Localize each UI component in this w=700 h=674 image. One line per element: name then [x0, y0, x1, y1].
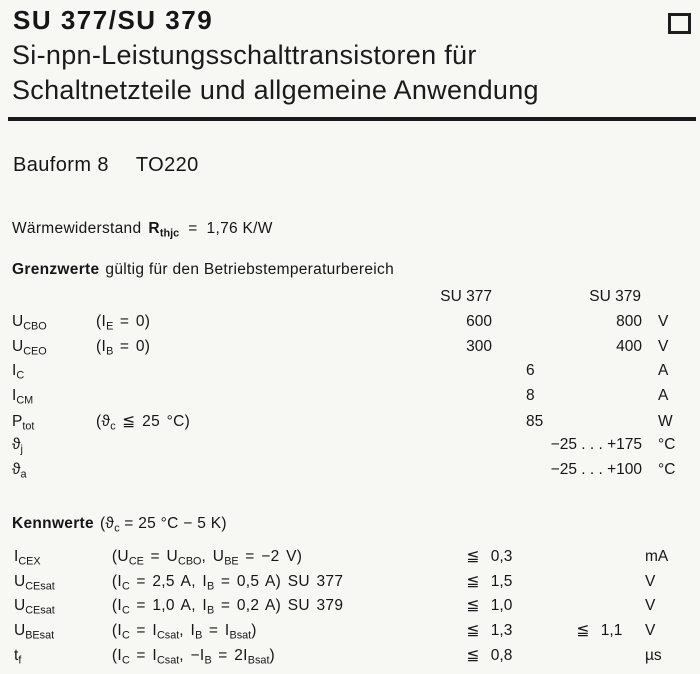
- grenzwerte-rows: [12, 313, 688, 486]
- limit-su379-cell: ≦ 1,1: [576, 622, 623, 640]
- table-row: [14, 621, 690, 646]
- table-row: [14, 547, 690, 572]
- package-label: Bauform 8: [13, 154, 109, 176]
- unit-cell: µs: [644, 646, 662, 664]
- unit-cell: A: [658, 387, 669, 405]
- limit-su377-cell: ≦ 0,8: [466, 646, 513, 664]
- kennwerte-rows: [14, 547, 690, 670]
- parameter-symbol: $t_f$: [14, 646, 22, 666]
- table-row: [12, 461, 688, 486]
- kennwerte-heading-rest: ($ϑ_c = 25$ °C − 5 K): [99, 515, 227, 535]
- parameter-condition: ($I_C = I_{Csat}$, $-I_B = 2I_{Bsat}$): [111, 646, 275, 666]
- unit-cell: °C: [658, 461, 676, 479]
- value-shared-cell: 400: [616, 337, 642, 355]
- limit-su377-cell: ≦ 0,3: [466, 548, 513, 565]
- grenzwerte-column-headers: [12, 288, 688, 313]
- parameter-cell: [12, 436, 446, 455]
- kennwerte-table: [14, 547, 690, 670]
- subtitle-line-1: Si-npn-Leistungsschalttransistoren für: [12, 40, 477, 70]
- parameter-condition: ($I_C = I_{Csat}$, $I_B = I_{Bsat}$): [111, 622, 257, 642]
- parameter-cell: [12, 362, 446, 381]
- unit-cell: V: [644, 572, 656, 590]
- table-row: [12, 436, 688, 461]
- parameter-symbol: $ϑ_a$: [12, 461, 27, 481]
- column-header-su377: SU 377: [440, 288, 492, 305]
- value-shared-cell: −25 . . . +100: [550, 461, 642, 479]
- kennwerte-heading-bold: Kennwerte: [12, 515, 94, 532]
- parameter-symbol: $U_{BEsat}$: [14, 622, 55, 642]
- value-shared-cell: 6: [526, 362, 535, 380]
- parameter-symbol: $ϑ_j$: [12, 436, 23, 456]
- limit-su377-cell: ≦ 1,3: [466, 622, 513, 640]
- value-shared-cell: 800: [616, 313, 642, 330]
- page-title: SU 377/SU 379: [13, 5, 214, 35]
- parameter-cell: [12, 313, 446, 332]
- parameter-condition: $(I_B = 0)$: [96, 337, 151, 357]
- column-header-su379: SU 379: [589, 288, 641, 305]
- subtitle-line-2: Schaltnetzteile und allgemeine Anwendung: [12, 75, 539, 105]
- unit-cell: V: [644, 622, 656, 640]
- thermal-symbol: $R_{thjc}$: [148, 220, 180, 240]
- parameter-cell: [12, 338, 446, 357]
- table-row: [14, 572, 690, 597]
- thermal-label: Wärmewiderstand: [12, 220, 142, 237]
- parameter-condition: ($I_C = 1,0$ A, $I_B = 0,2$ A) SU 379: [111, 597, 344, 617]
- limit-su377-cell: ≦ 1,0: [466, 597, 513, 615]
- parameter-condition: ($U_{CE} = U_{CBO}$, $U_{BE} = -2$ V): [111, 548, 303, 568]
- page-subtitle: [12, 38, 539, 108]
- divider-rule: [8, 117, 696, 121]
- thermal-resistance-line: [12, 220, 273, 239]
- unit-cell: V: [658, 337, 669, 355]
- parameter-symbol: $U_{CEsat}$: [14, 572, 55, 592]
- unit-cell: mA: [644, 548, 669, 565]
- grenzwerte-heading: [12, 261, 394, 279]
- grenzwerte-heading-bold: Grenzwerte: [12, 261, 100, 278]
- grenzwerte-heading-rest: gültig für den Betriebstemperaturbereich: [105, 261, 394, 278]
- package-line: [13, 154, 199, 177]
- parameter-symbol: $P_{tot}$: [12, 412, 35, 432]
- table-row: [12, 362, 688, 387]
- parameter-symbol: $U_{CEsat}$: [14, 597, 55, 617]
- parameter-cell: [12, 412, 446, 432]
- parameter-symbol: $U_{CBO}$: [12, 313, 47, 333]
- thermal-equals: =: [188, 220, 198, 237]
- table-row: [12, 387, 688, 412]
- value-shared-cell: 8: [526, 387, 535, 405]
- table-row: [14, 596, 690, 621]
- value-shared-cell: −25 . . . +175: [550, 436, 642, 454]
- parameter-condition: ($ϑ_c$ ≦ 25 °C): [96, 412, 191, 432]
- value-shared-cell: 85: [526, 412, 544, 430]
- parameter-condition: $(I_E = 0)$: [96, 313, 151, 333]
- parameter-condition: ($I_C = 2,5$ A, $I_B = 0,5$ A) SU 377: [111, 572, 344, 592]
- kennwerte-heading: [12, 515, 227, 534]
- table-row: [12, 412, 688, 437]
- parameter-symbol: $I_{CM}$: [12, 387, 34, 407]
- parameter-symbol: $I_{CEX}$: [14, 548, 41, 568]
- thermal-value: 1,76 K/W: [206, 220, 273, 237]
- unit-cell: A: [658, 362, 669, 380]
- value-su377-cell: 600: [466, 313, 492, 330]
- parameter-symbol: $I_C$: [12, 362, 25, 382]
- unit-cell: V: [658, 313, 669, 330]
- table-row: [12, 338, 688, 363]
- unit-cell: W: [658, 412, 673, 430]
- parameter-cell: [12, 461, 446, 480]
- parameter-cell: [12, 387, 446, 406]
- limit-su377-cell: ≦ 1,5: [466, 572, 513, 590]
- package-type: TO220: [135, 154, 199, 176]
- parameter-symbol: $U_{CEO}$: [12, 337, 47, 357]
- unit-cell: V: [644, 597, 656, 615]
- table-row: [12, 313, 688, 338]
- corner-box-icon: [668, 13, 691, 34]
- table-row: [14, 646, 690, 671]
- grenzwerte-table: [12, 288, 688, 486]
- unit-cell: °C: [658, 436, 676, 454]
- value-su377-cell: 300: [466, 337, 492, 355]
